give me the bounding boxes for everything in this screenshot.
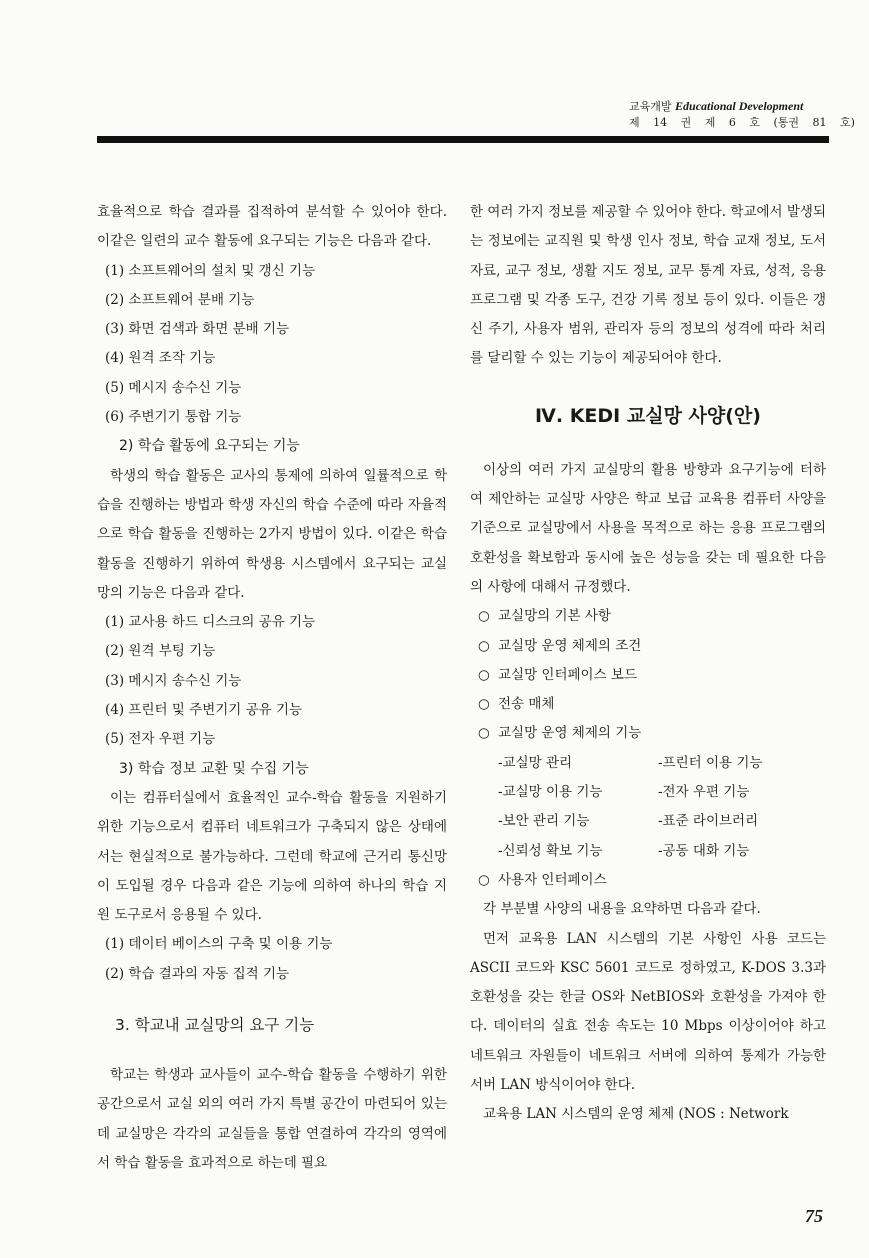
total-number: (통권 81 호) (773, 116, 855, 129)
list-item: (2) 소프트웨어 분배 기능 (105, 291, 255, 308)
circle-bullet-icon: ○ (478, 666, 490, 683)
circle-bullet-icon: ○ (478, 725, 490, 742)
chapter-heading: Ⅳ. KEDI 교실망 사양(안) (535, 404, 761, 427)
journal-title (629, 98, 829, 115)
paragraph: 이는 컴퓨터실에서 효율적인 교수-학습 활동을 지원하기 위한 기능으로서 컴퓨터 네트워크가 구축되지 않은 상태에서는 현실적으로 불가능하다. 그런데 학교에 근거리 통신망이 도입될 경우 다음과 같은 기능에 의하여 하나의 학습 지원 도구로서 응용될 수 있다. (97, 789, 447, 924)
function-pair-row (470, 749, 826, 778)
journal-title-kr: 교육개발 (629, 100, 672, 113)
function-item: -전자 우편 기능 (658, 784, 750, 801)
function-item: -교실망 관리 (498, 754, 573, 771)
list-item: (5) 메시지 송수신 기능 (105, 379, 242, 396)
function-item: -공동 대화 기능 (658, 842, 750, 859)
paragraph: 학생의 학습 활동은 교사의 통제에 의하여 일률적으로 학습을 진행하는 방법과 학생 자신의 학습 수준에 따라 자율적으로 학습 활동을 진행하는 2가지 방법이 있다. 이같은 학습 활동을 진행하기 위하여 학생용 시스템에서 요구되는 교실망의 기능은 다음과 같다. (97, 467, 447, 601)
list-item: (1) 데이터 베이스의 구축 및 이용 기능 (105, 936, 333, 953)
paragraph: 이상의 여러 가지 교실망의 활용 방향과 요구기능에 터하여 제안하는 교실망 사양은 학교 보급 교육용 컴퓨터 사양을 기준으로 교실망에서 사용을 목적으로 하는 응용 프로그램의 호환성을 확보함과 동시에 높은 성능을 갖는 데 필요한 다음의 사항에 대해서 규정했다. (470, 461, 826, 595)
circle-bullet-icon: ○ (478, 871, 490, 888)
list-item: (4) 프린터 및 주변기기 공유 기능 (105, 702, 303, 719)
list-item: ○ 교실망 운영 체제의 조건 (470, 632, 826, 661)
function-item: -프린터 이용 기능 (658, 754, 763, 771)
header-rule (97, 136, 829, 143)
list-item: ○ 교실망 운영 체제의 기능 (470, 719, 826, 748)
list-item: (3) 화면 검색과 화면 분배 기능 (105, 321, 290, 338)
paragraph: 먼저 교육용 LAN 시스템의 기본 사항인 사용 코드는 ASCII 코드와 KSC 5601 코드로 정하였고, K-DOS 3.3과 호환성을 갖는 한글 OS와 NetBIOS와 호환성을 가져야 한다. 데이터의 실효 전송 속도는 10 Mbps 이상이어야 하고 네트워크 자원들이 네트워크 서버에 의하여 통제가 가능한 서버 LAN 방식이어야 한다. (470, 930, 826, 1094)
circle-bullet-icon: ○ (478, 696, 490, 713)
left-column (97, 198, 447, 1178)
list-item: (3) 메시지 송수신 기능 (105, 672, 242, 689)
issue-number: 제 6 호 (704, 116, 760, 129)
function-pair-row (470, 778, 826, 807)
function-pair-row (470, 807, 826, 836)
list-item: (1) 소프트웨어의 설치 및 갱신 기능 (105, 262, 316, 279)
list-item: ○ 전송 매체 (470, 690, 826, 719)
right-column (470, 198, 826, 1130)
circle-bullet-icon: ○ (478, 637, 490, 654)
running-header (629, 98, 855, 131)
function-pair-row (470, 837, 826, 866)
function-item: -보안 관리 기능 (498, 813, 590, 830)
function-item: -신뢰성 확보 기능 (498, 842, 603, 859)
paragraph: 학교는 학생과 교사들이 교수-학습 활동을 수행하기 위한 공간으로서 교실 외의 여러 가지 특별 공간이 마련되어 있는데 교실망은 각각의 교실들을 통합 연결하여 각각의 영역에서 학습 활동을 효과적으로 하는데 필요 (97, 1067, 447, 1171)
paragraph: 각 부분별 사양의 내용을 요약하면 다음과 같다. (483, 901, 761, 918)
journal-title-en: Educational Development (675, 99, 804, 113)
subsection-heading: 2) 학습 활동에 요구되는 기능 (119, 438, 300, 455)
section-heading: 3. 학교내 교실망의 요구 기능 (115, 1016, 315, 1035)
list-item: (6) 주변기기 통합 기능 (105, 409, 242, 426)
list-item: ○ 사용자 인터페이스 (470, 866, 826, 895)
function-item: -교실망 이용 기능 (498, 784, 603, 801)
paragraph: 교육용 LAN 시스템의 운영 체제 (NOS : Network (483, 1106, 789, 1123)
list-item: (2) 원격 부팅 기능 (105, 643, 216, 660)
list-item: (5) 전자 우편 기능 (105, 731, 216, 748)
list-item: (1) 교사용 하드 디스크의 공유 기능 (105, 614, 316, 631)
list-item: (4) 원격 조작 기능 (105, 350, 216, 367)
page-number: 75 (805, 1206, 823, 1226)
list-item: ○ 교실망의 기본 사항 (470, 602, 826, 631)
circle-bullet-icon: ○ (478, 608, 490, 625)
list-item: (2) 학습 결과의 자동 집적 기능 (105, 965, 290, 982)
paragraph: 효율적으로 학습 결과를 집적하여 분석할 수 있어야 한다. 이같은 일련의 교수 활동에 요구되는 기능은 다음과 같다. (97, 204, 447, 250)
paragraph: 한 여러 가지 정보를 제공할 수 있어야 한다. 학교에서 발생되는 정보에는 교직원 및 학생 인사 정보, 학습 교재 정보, 도서 자료, 교구 정보, 생활 지도 정보, 교무 통계 자료, 성적, 응용 프로그램 및 각종 도구, 건강 기록 정보 등이 있다. 이들은 갱신 주기, 사용자 범위, 관리자 등의 정보의 성격에 따라 처리를 달리할 수 있는 기능이 제공되어야 한다. (470, 204, 826, 367)
issue-info (629, 115, 855, 131)
subsection-heading: 3) 학습 정보 교환 및 수집 기능 (119, 760, 309, 777)
function-item: -표준 라이브러리 (658, 813, 759, 830)
volume-number: 제 14 권 (629, 116, 692, 129)
list-item: ○ 교실망 인터페이스 보드 (470, 661, 826, 690)
